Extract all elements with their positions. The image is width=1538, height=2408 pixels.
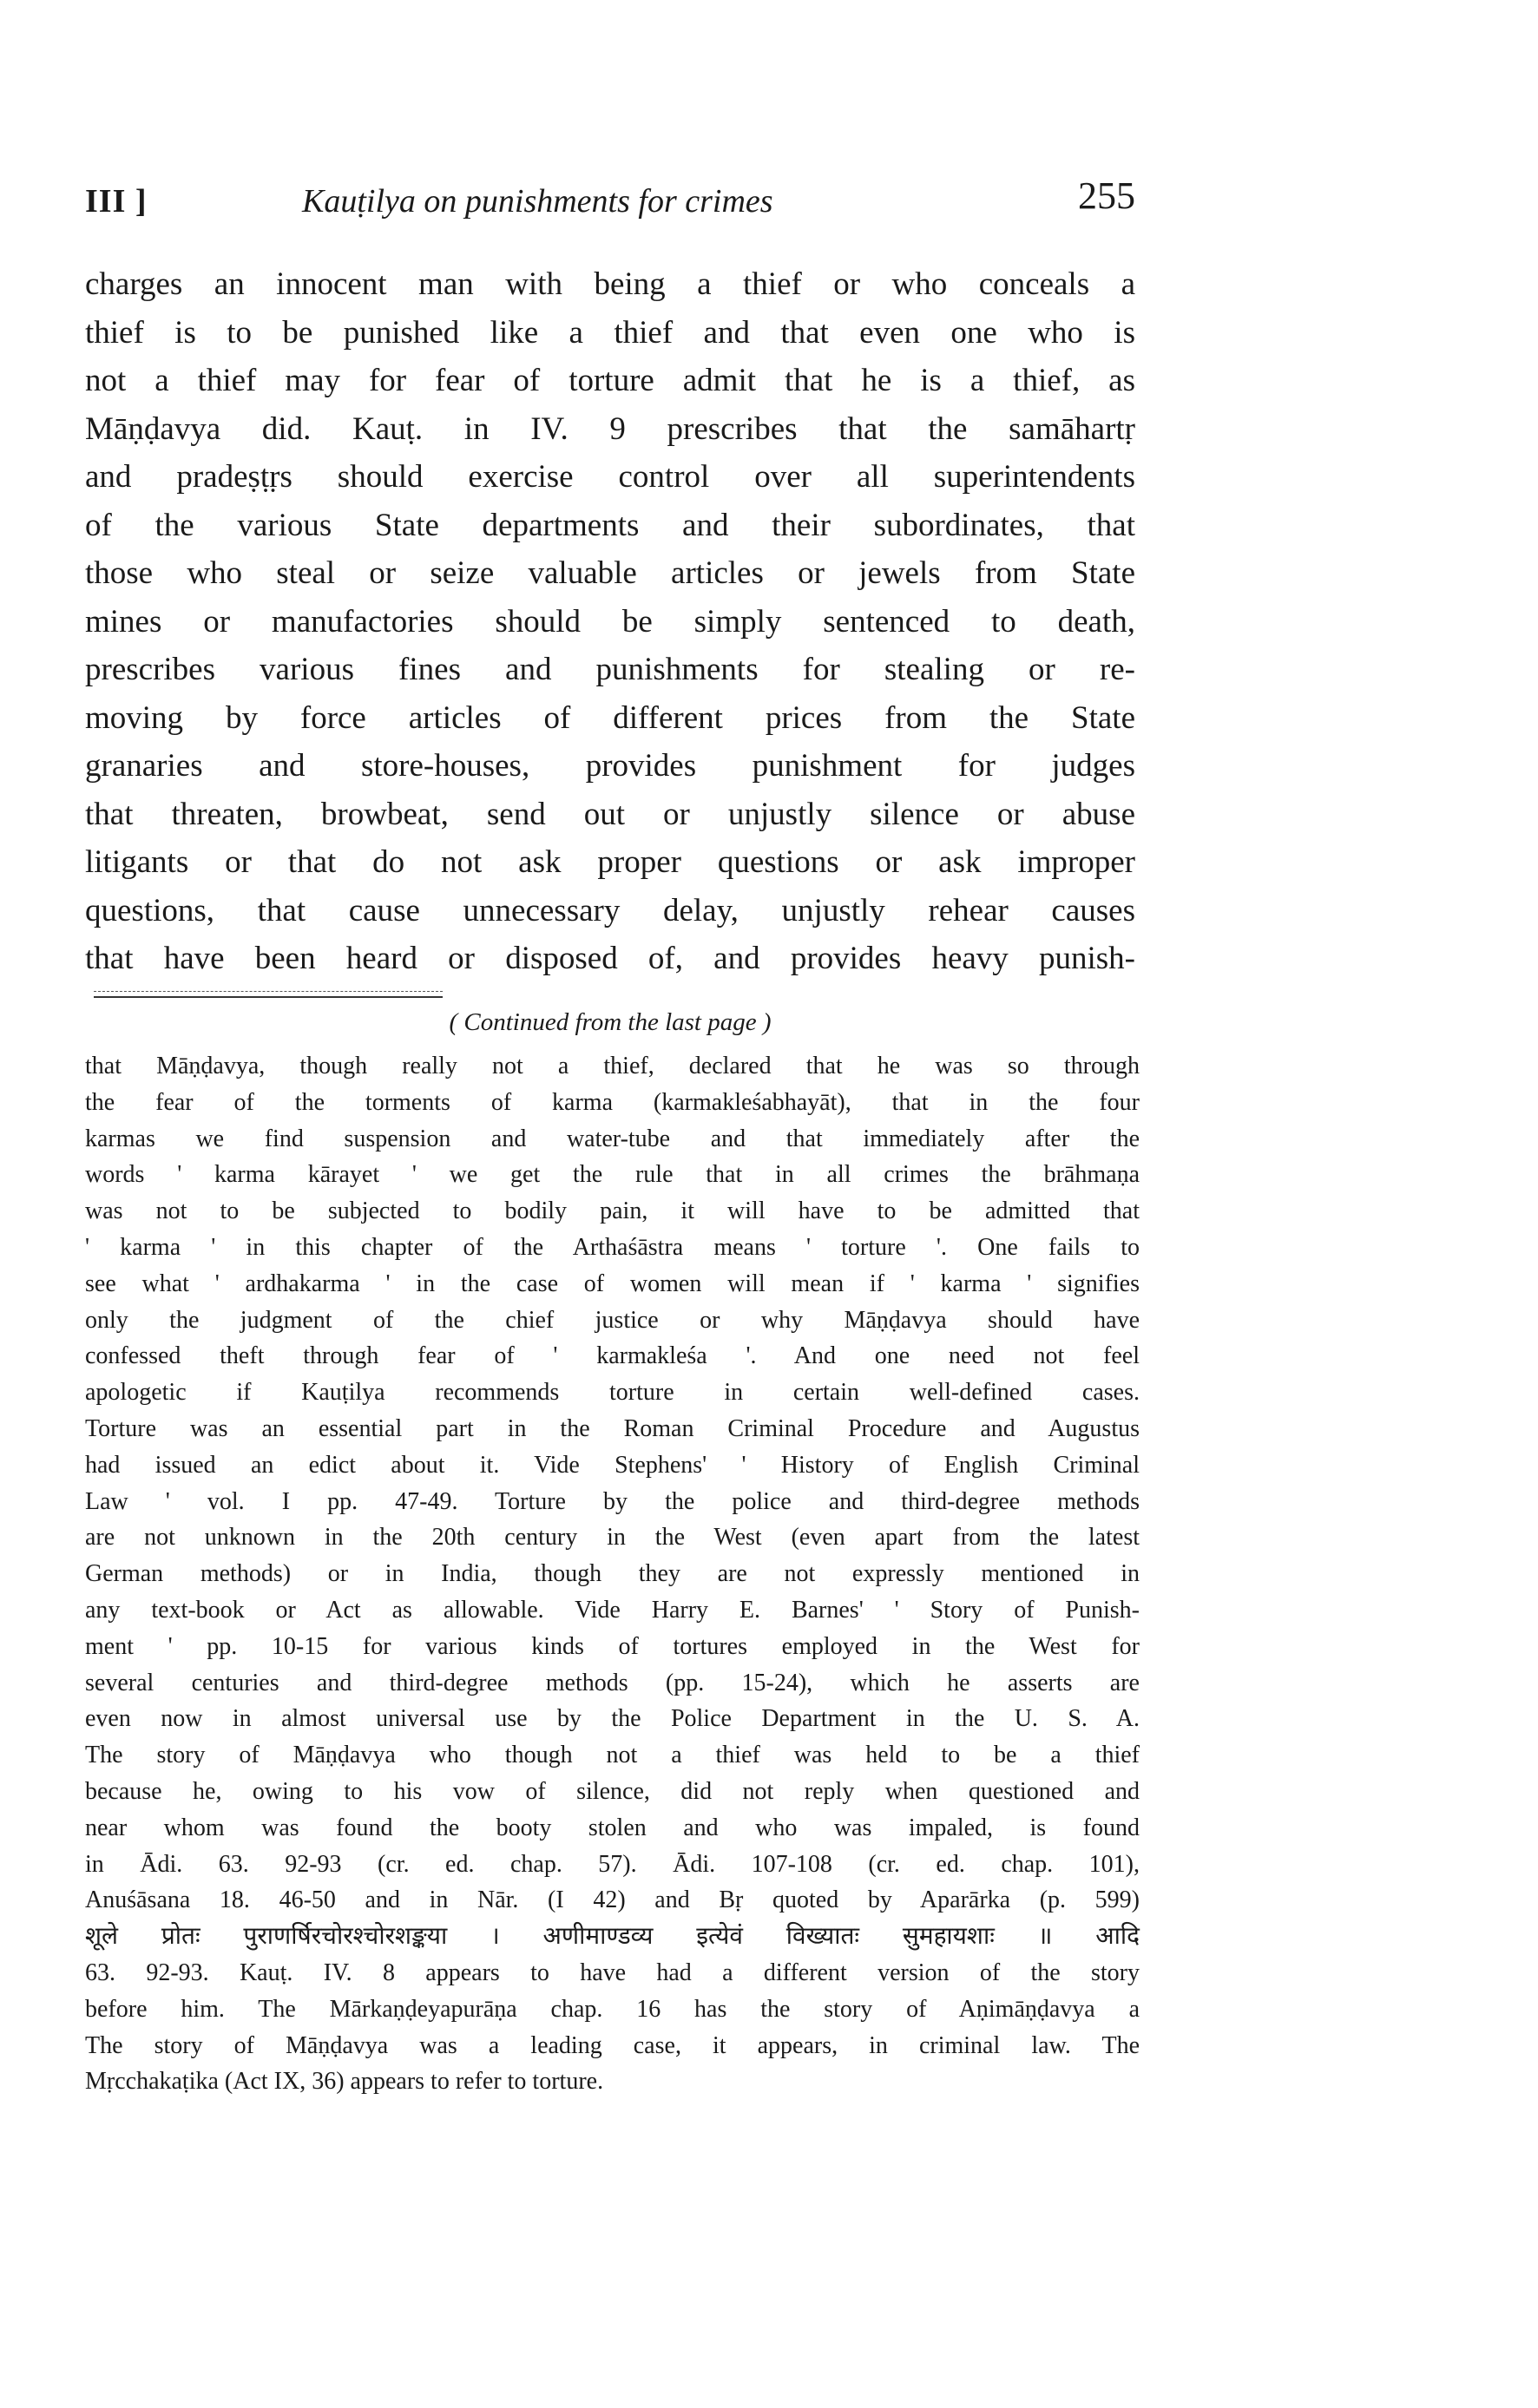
main-text-line: thief is to be punished like a thief and that even one who is <box>85 314 1135 351</box>
footnote-line: that Māṇḍavya, though really not a thief, declared that he was so through <box>85 1053 1140 1079</box>
footnote-line: any text-book or Act as allowable. Vide Harry E. Barnes' ' Story of Punish- <box>85 1596 1140 1624</box>
main-text-line: and pradeṣṭṛs should exercise control over all superintendents <box>85 459 1135 495</box>
footnote-line: The story of Māṇḍavya who though not a thief was held to be a thief <box>85 1742 1140 1769</box>
footnote-line: ' karma ' in this chapter of the Arthaśāstra means ' torture '. One fails to <box>85 1233 1140 1261</box>
footnote-line: near whom was found the booty stolen and who was impaled, is found <box>85 1814 1140 1841</box>
main-text-line: that threaten, browbeat, send out or unjustly silence or abuse <box>85 796 1135 832</box>
main-text-line: litigants or that do not ask proper questions or ask improper <box>85 844 1135 880</box>
footnote-line: German methods) or in India, though they are not expressly mentioned in <box>85 1560 1140 1588</box>
main-text-line: charges an innocent man with being a thief or who conceals a <box>85 266 1135 302</box>
main-text-line: Māṇḍavya did. Kauṭ. in IV. 9 prescribes that the samāhartṛ <box>85 410 1135 447</box>
footnote-line: even now in almost universal use by the Police Department in the U. S. A. <box>85 1705 1140 1733</box>
footnote-line: before him. The Mārkaṇḍeyapurāṇa chap. 16 has the story of Aṇimāṇḍavya a <box>85 1995 1140 2023</box>
running-head <box>85 174 1135 226</box>
main-text-line: mines or manufactories should be simply sentenced to death, <box>85 603 1135 640</box>
footnote-line: confessed theft through fear of ' karmakleśa '. And one need not feel <box>85 1342 1140 1370</box>
footnote-line: Law ' vol. I pp. 47-49. Torture by the police and third-degree methods <box>85 1487 1140 1515</box>
footnote-line: are not unknown in the 20th century in the West (even apart from the latest <box>85 1524 1140 1552</box>
footnote-rule-dashes <box>94 991 443 992</box>
chapter-number: III ] <box>85 183 148 220</box>
footnote-block <box>85 1048 1140 2100</box>
footnote-line: Anuśāsana 18. 46-50 and in Nār. (I 42) and Bṛ quoted by Aparārka (p. 599) <box>85 1886 1140 1914</box>
footnote-continued-label: ( Continued from the last page ) <box>449 1008 772 1036</box>
footnote-line: apologetic if Kauṭilya recommends torture in certain well-defined cases. <box>85 1379 1140 1407</box>
footnote-line: in Ādi. 63. 92-93 (cr. ed. chap. 57). Ādi. 107-108 (cr. ed. chap. 101), <box>85 1850 1140 1878</box>
footnote-line: words ' karma kārayet ' we get the rule that in all crimes the brāhmaṇa <box>85 1161 1140 1189</box>
footnote-line: the fear of the torments of karma (karmakleśabhayāt), that in the four <box>85 1088 1140 1116</box>
main-text-line: not a thief may for fear of torture admit that he is a thief, as <box>85 363 1135 398</box>
main-text-line: those who steal or seize valuable articles or jewels from State <box>85 555 1135 591</box>
footnote-line: was not to be subjected to bodily pain, it will have to be admitted that <box>85 1197 1140 1225</box>
footnote-line: karmas we find suspension and water-tube and that immediately after the <box>85 1125 1140 1152</box>
main-text-line: granaries and store-houses, provides punishment for judges <box>85 748 1135 784</box>
main-text-line: of the various State departments and their subordinates, that <box>85 507 1135 543</box>
footnote-line: ment ' pp. 10-15 for various kinds of tortures employed in the West for <box>85 1632 1140 1660</box>
main-text-line: that have been heard or disposed of, and provides heavy punish- <box>85 941 1135 976</box>
footnote-sanskrit-verse: शूले प्रोतः पुराणर्षिरचोरश्चोरशङ्कया । अणीमाण्डव्य इत्येवं विख्यातः सुमहायशाः ॥ आदि <box>85 1923 1140 1951</box>
footnote-line: 63. 92-93. Kauṭ. IV. 8 appears to have had a different version of the story <box>85 1959 1140 1986</box>
running-title: Kauṭilya on punishments for crimes <box>302 183 773 220</box>
main-text-line: moving by force articles of different prices from the State <box>85 699 1135 736</box>
main-text-line: questions, that cause unnecessary delay, unjustly rehear causes <box>85 892 1135 928</box>
footnote-line: see what ' ardhakarma ' in the case of women will mean if ' karma ' signifies <box>85 1270 1140 1297</box>
footnote-line: several centuries and third-degree methods (pp. 15-24), which he asserts are <box>85 1669 1140 1696</box>
main-text-block <box>85 260 1135 983</box>
footnote-line: Torture was an essential part in the Roman Criminal Procedure and Augustus <box>85 1414 1140 1442</box>
main-text-line: prescribes various fines and punishments for stealing or re- <box>85 652 1135 687</box>
footnote-line: because he, owing to his vow of silence, did not reply when questioned and <box>85 1777 1140 1805</box>
footnote-line: only the judgment of the chief justice or why Māṇḍavya should have <box>85 1306 1140 1334</box>
footnote-line: Mṛcchakaṭika (Act IX, 36) appears to refer to torture. <box>85 2068 604 2096</box>
page-number: 255 <box>1078 174 1135 217</box>
footnote-line: had issued an edict about it. Vide Stephens' ' History of English Criminal <box>85 1451 1140 1479</box>
footnote-line: The story of Māṇḍavya was a leading case, it appears, in criminal law. The <box>85 2031 1140 2059</box>
footnote-rule <box>94 996 443 998</box>
